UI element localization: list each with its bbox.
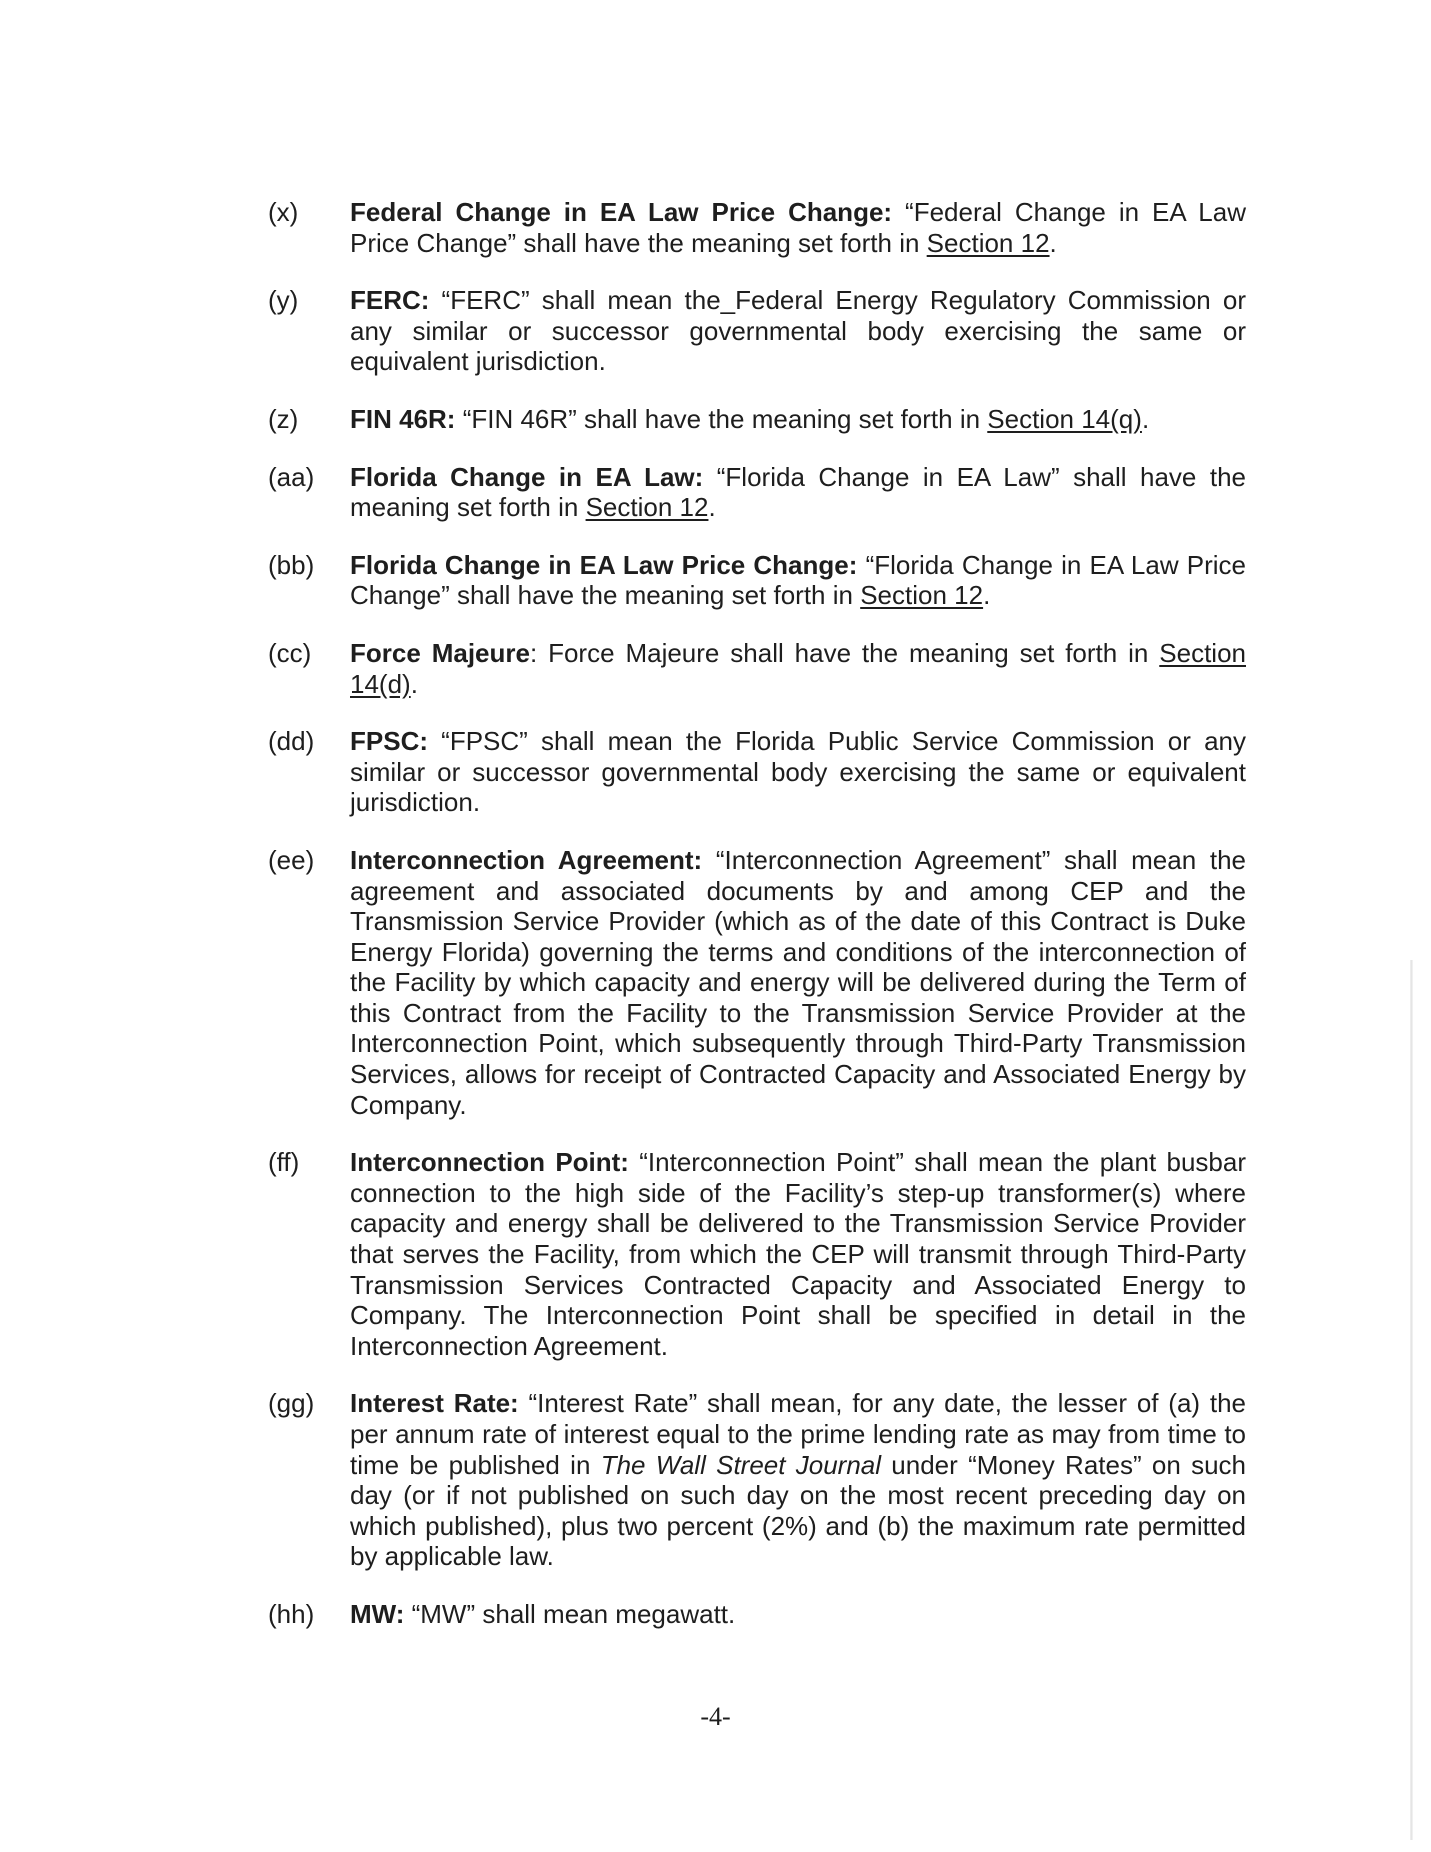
section-reference: Section 12	[860, 580, 984, 611]
definition-body	[350, 197, 1246, 258]
definition-body	[350, 462, 1246, 523]
definition-label: (x)	[268, 197, 299, 227]
definition-term: MW:	[350, 1598, 405, 1629]
definition-text-end: .	[410, 668, 418, 699]
definition-body	[350, 726, 1246, 818]
definition-ff	[266, 1147, 1246, 1361]
definition-text: “Interest Rate” shall mean, for any date, the lesser of (a) the per annum rate of interest equal to the prime lending rate as may from time to time be published in	[350, 1388, 1246, 1480]
definition-text: “Interconnection Agreement” shall mean the agreement and associated documents by and among CEP and the Transmission Service Provider (which as of the date of this Contract is Duke Energy Florida) governing the terms and conditions of the interconnection of the Facility by which capacity and energy will be delivered during the Term of this Contract from the Facility to the Transmission Service Provider at the Interconnection Point, which subsequently through Third-Party Transmission Services, allows for receipt of Contracted Capacity and Associated Energy by Company.	[350, 844, 1246, 1120]
definition-term: Florida Change in EA Law:	[350, 461, 704, 492]
definition-gg	[266, 1388, 1246, 1572]
definition-label: (aa)	[268, 461, 315, 492]
definition-term: FIN 46R:	[350, 403, 456, 434]
definition-text: “FIN 46R” shall have the meaning set forth in	[455, 403, 988, 434]
definition-dd	[266, 726, 1246, 818]
definition-label: (y)	[268, 285, 299, 316]
definition-hh	[266, 1599, 1246, 1630]
definition-cc	[266, 638, 1246, 699]
definition-label: (dd)	[268, 726, 315, 757]
section-reference: Section 14(d)	[350, 637, 1246, 699]
definition-term: Interconnection Point:	[350, 1147, 629, 1178]
definition-label: (gg)	[268, 1388, 315, 1419]
definition-text-end: .	[1049, 227, 1057, 258]
definition-term: FPSC:	[350, 726, 428, 757]
definition-text: “FERC” shall mean the_Federal Energy Regulatory Commission or any similar or successor governmental body exercising the same or equivalent jurisdiction.	[350, 285, 1246, 377]
definition-text: “Florida Change in EA Law” shall have the meaning set forth in	[350, 461, 1246, 523]
definition-ee	[266, 845, 1246, 1120]
section-reference: Section 12	[926, 227, 1050, 258]
definition-body	[350, 638, 1246, 699]
definition-text: “MW” shall mean megawatt.	[404, 1598, 736, 1629]
definition-y	[266, 285, 1246, 377]
definition-label: (ee)	[268, 844, 315, 875]
definition-aa	[266, 462, 1246, 523]
definition-label: (bb)	[268, 549, 315, 580]
definition-z	[266, 404, 1246, 435]
definition-text-end: .	[708, 492, 716, 523]
publication-title: The Wall Street Journal	[600, 1449, 882, 1480]
definition-body	[350, 1599, 1246, 1630]
definition-label: (z)	[268, 403, 299, 434]
definition-label: (hh)	[268, 1598, 315, 1629]
definition-text: “FPSC” shall mean the Florida Public Service Commission or any similar or successor governmental body exercising the same or equivalent jurisdiction.	[350, 726, 1246, 818]
definition-text-end: under “Money Rates” on such day (or if not published on such day on the most recent preceding day on which published), plus two percent (2%) and (b) the maximum rate permitted by applicable law.	[350, 1449, 1247, 1572]
definition-term: Interest Rate:	[350, 1388, 519, 1419]
definition-x	[266, 197, 1246, 258]
definitions-list	[266, 197, 1246, 1657]
definition-text-end: .	[1141, 403, 1150, 434]
section-reference: Section 12	[585, 492, 709, 523]
section-reference: Section 14(q)	[987, 403, 1142, 434]
page-number: -4-	[700, 1702, 731, 1731]
definition-body	[350, 550, 1246, 611]
definition-term: Federal Change in EA Law Price Change:	[350, 197, 893, 227]
definition-body	[350, 1388, 1246, 1572]
definition-text: “Florida Change in EA Law Price Change” shall have the meaning set forth in	[350, 549, 1246, 611]
definition-label: (ff)	[268, 1147, 300, 1178]
definition-body	[350, 285, 1246, 377]
definition-text: “Interconnection Point” shall mean the plant busbar connection to the high side of the Facility’s step-up transformer(s) where capacity and energy shall be delivered to the Transmission Service Provider that serves the Facility, from which the CEP will transmit through Third-Party Transmission Services Contracted Capacity and Associated Energy to Company. The Interconnection Point shall be specified in detail in the Interconnection Agreement.	[350, 1147, 1246, 1361]
definition-label: (cc)	[268, 637, 312, 668]
definition-body	[350, 845, 1246, 1120]
definition-bb	[266, 550, 1246, 611]
definition-body	[350, 404, 1246, 435]
definition-body	[350, 1147, 1246, 1361]
definition-text-end: .	[983, 580, 991, 611]
definition-text: : Force Majeure shall have the meaning set forth in	[529, 637, 1160, 668]
definition-term: Interconnection Agreement:	[350, 844, 703, 875]
definition-text: “Federal Change in EA Law Price Change” shall have the meaning set forth in	[350, 197, 1246, 258]
definition-term: Force Majeure	[350, 637, 530, 668]
definition-term: FERC:	[350, 285, 430, 316]
definition-term: Florida Change in EA Law Price Change:	[350, 549, 858, 580]
